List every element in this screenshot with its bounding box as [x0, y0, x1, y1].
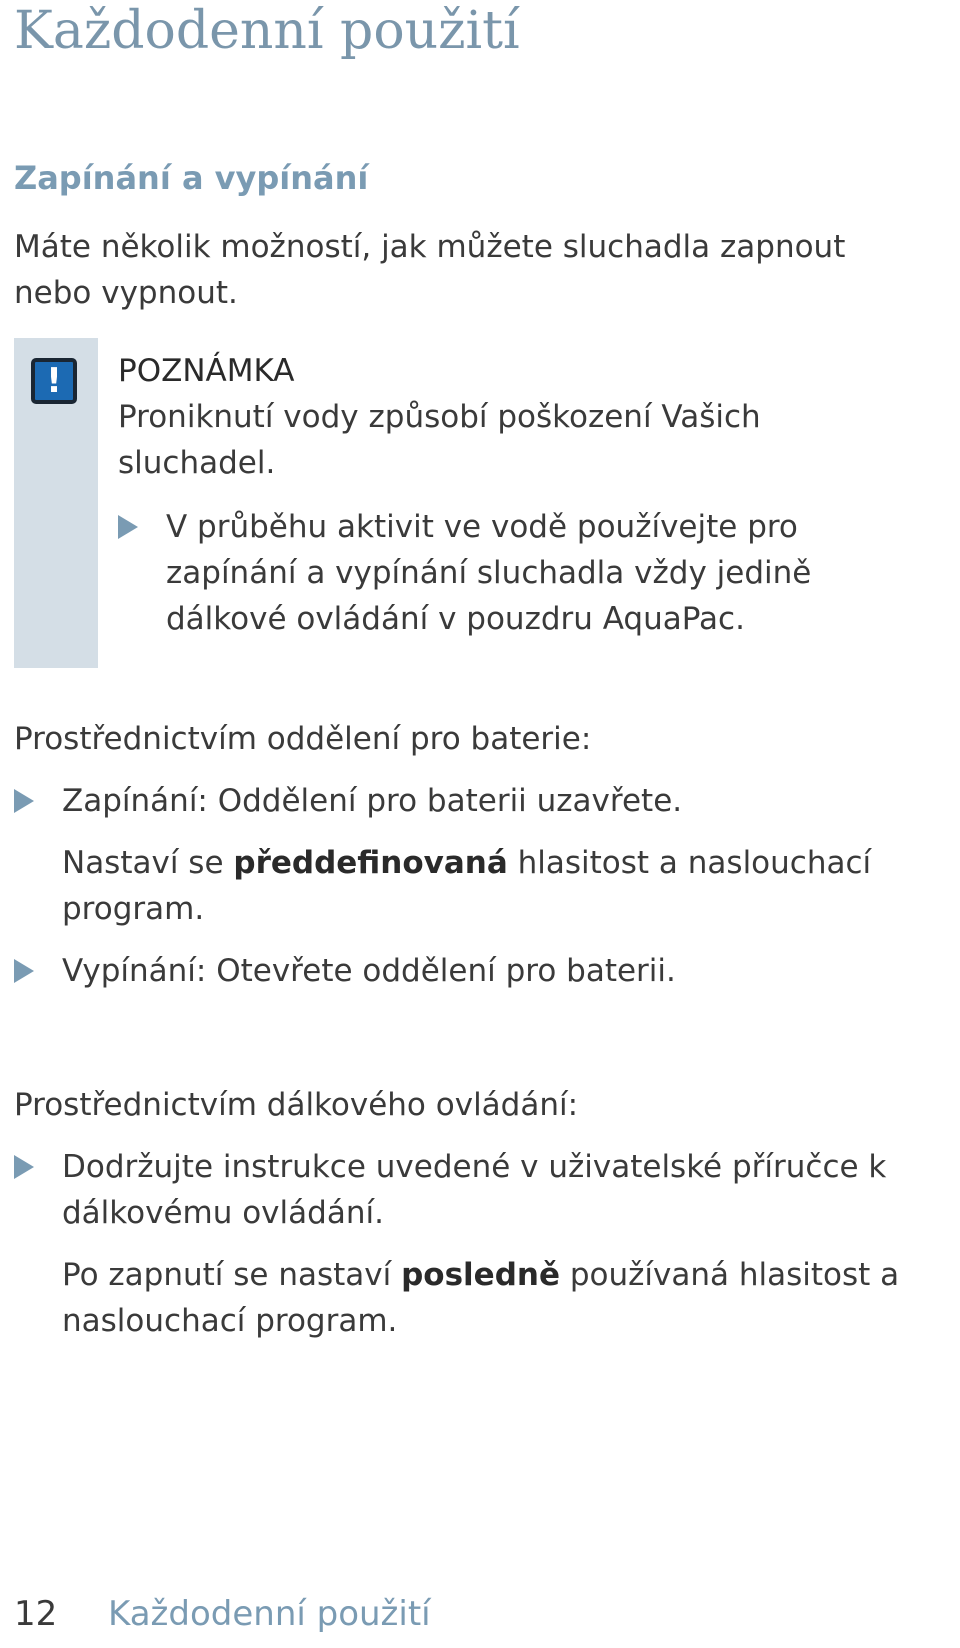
battery-on-follow-bold: předdefinovaná	[233, 845, 508, 881]
note-bullet-text: V průběhu aktivit ve vodě používejte pro zapínání a vypínání sluchadla vždy jedině dálkové ovládání v pouzdru AquaPac.	[166, 509, 812, 637]
remote-follow-bold: posledně	[401, 1257, 560, 1293]
note-bullet-item	[118, 504, 934, 642]
triangle-bullet-icon	[14, 789, 34, 813]
battery-on-item	[14, 778, 934, 824]
remote-bullet-text: Dodržujte instrukce uvedené v uživatelské příručce k dálkovému ovládání.	[62, 1149, 887, 1231]
battery-off-text: Vypínání: Otevřete oddělení pro baterii.	[62, 953, 676, 989]
note-box	[14, 338, 934, 668]
chapter-title: Každodenní použití	[14, 1, 520, 61]
remote-follow-after: používaná hlasitost a naslouchací program.	[62, 1257, 900, 1339]
battery-on-follow-after: hlasitost a naslouchací program.	[62, 845, 872, 927]
page-number: 12	[14, 1594, 58, 1634]
note-text: Proniknutí vody způsobí poškození Vašich sluchadel.	[118, 399, 761, 481]
note-content	[118, 348, 934, 642]
battery-on-follow	[14, 840, 934, 932]
battery-list	[14, 778, 934, 994]
battery-on-follow-before: Nastaví se	[62, 845, 234, 881]
triangle-bullet-icon	[14, 1155, 34, 1179]
section-heading: Zapínání a vypínání	[14, 159, 369, 197]
battery-section	[14, 716, 934, 994]
remote-list	[14, 1144, 934, 1344]
remote-section	[14, 1082, 934, 1344]
triangle-bullet-icon	[14, 959, 34, 983]
triangle-bullet-icon	[118, 515, 138, 539]
remote-follow-before: Po zapnutí se nastaví	[62, 1257, 402, 1293]
remote-follow	[14, 1252, 934, 1344]
warning-exclamation-icon: !	[31, 358, 77, 404]
footer-title: Každodenní použití	[108, 1594, 431, 1634]
remote-heading: Prostřednictvím dálkového ovládání:	[14, 1087, 579, 1123]
remote-item	[14, 1144, 934, 1236]
note-label: POZNÁMKA	[118, 353, 295, 389]
page-footer	[14, 1592, 431, 1636]
note-sidebar	[14, 338, 98, 668]
intro-paragraph: Máte několik možností, jak můžete sluchadla zapnout nebo vypnout.	[14, 229, 846, 311]
battery-on-text: Zapínání: Oddělení pro baterii uzavřete.	[62, 783, 683, 819]
battery-off-item	[14, 948, 934, 994]
battery-heading: Prostřednictvím oddělení pro baterie:	[14, 721, 592, 757]
